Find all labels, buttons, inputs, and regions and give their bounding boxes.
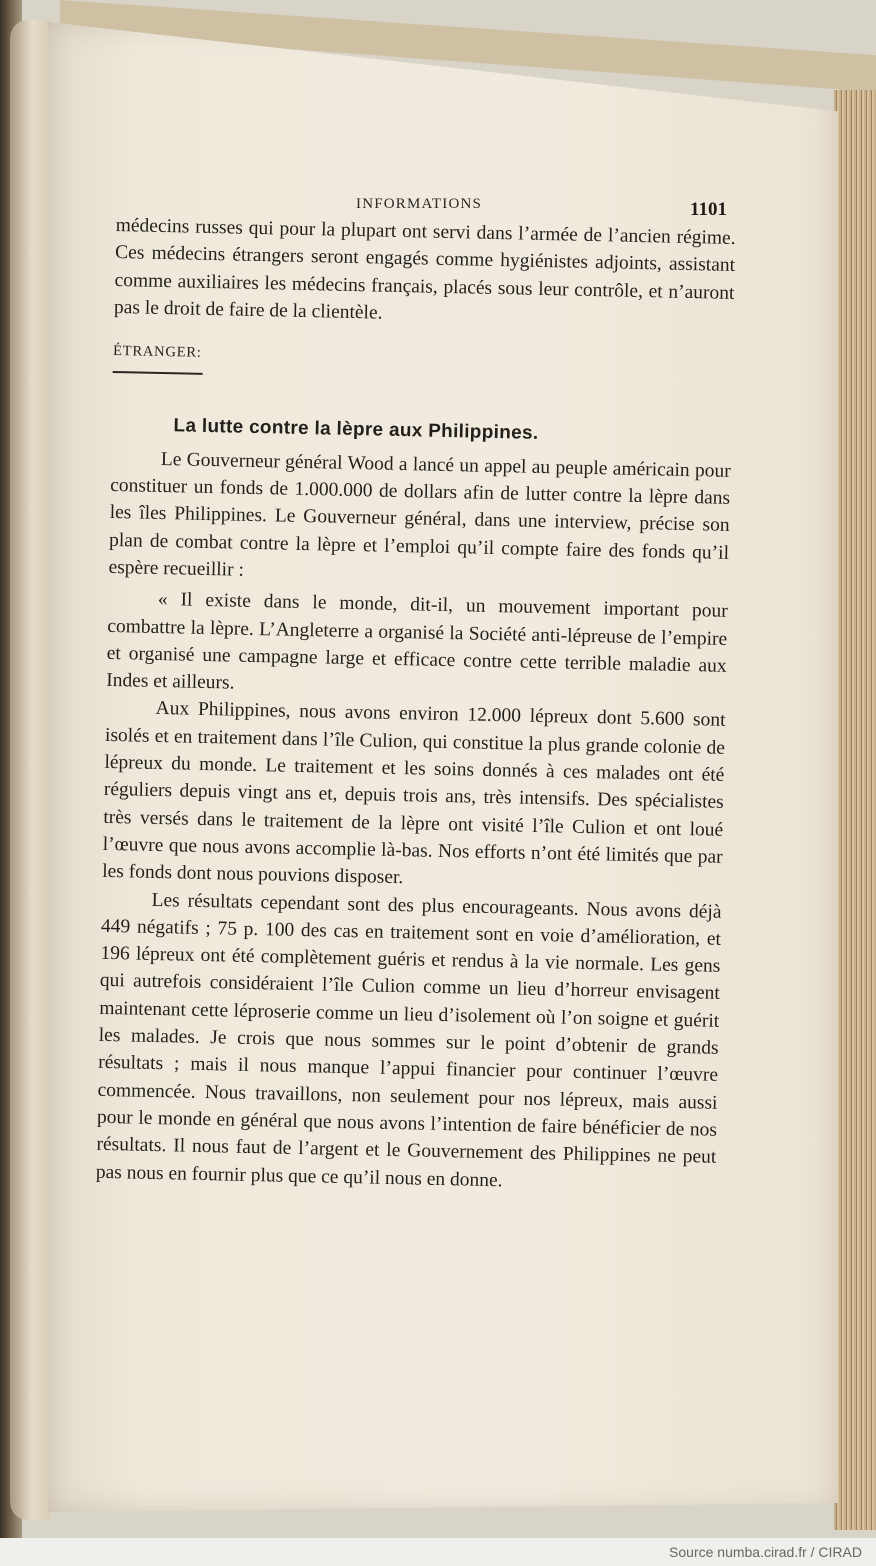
page-stack-edge xyxy=(834,90,876,1530)
article-paragraph: « Il existe dans le monde, dit-il, un mouvement important pour combattre la lèpre. L’Angleterre a organisé la Société anti-lépreuse de l’empire et organisé une campagne large et efficace contre cette terrible maladie aux Indes et ailleurs. xyxy=(105,589,728,694)
running-head-title: INFORMATIONS xyxy=(356,196,483,212)
article-paragraph: Aux Philippines, nous avons environ 12.000 lépreux dont 5.600 sont isolés et en traitement dans l’île Culion, qui constitue la plus grande colonie de lépreux du monde. Le traitement et les soins donnés à ces malades ont été réguliers depuis vingt ans et, depuis trois ans, très intensifs. Des spécialistes très versés dans le traitement de la lèpre ont visité l’île Culion et ont loué l’œuvre que nous avons accomplie là-bas. Nos efforts n’ont été limités que par les fonds dont nous pouvions disposer. xyxy=(101,698,726,889)
page-body xyxy=(96,212,736,1199)
article-paragraph: Les résultats cependant sont des plus encourageants. Nous avons déjà 449 négatifs ; 75 p. 100 des cas en traitement sont en voie d’amélioration, et 196 lépreux ont été complètement guéris et rendus à la vie normale. Les gens qui autrefois considéraient l’île Culion comme un lieu d’horreur envisagent maintenant cette léproserie comme un lieu d’isolement où l’on soigne et guérit les malades. Je crois que nous sommes sur le point d’obtenir de grands résultats ; mais il nous manque l’appui financier pour continuer l’œuvre commencée. Nous travaillons, non seulement pour nos lépreux, mais aussi pour le monde en général que nous avons l’intention de faire bénéficier de nos résultats. Il nous faut de l’argent et le Gouvernement des Philippines ne peut pas nous en fournir plus que ce qu’il nous en donne. xyxy=(95,889,722,1191)
running-head xyxy=(0,0,876,230)
left-page-edge xyxy=(10,20,50,1520)
article-paragraph: Le Gouverneur général Wood a lancé un appel au peuple américain pour constituer un fonds de 1.000.000 de dollars afin de lutter contre la lèpre dans les îles Philippines. Le Gouverneur général, dans une interview, précise son plan de combat contre la lèpre et l’emploi qu’il compte faire des fonds qu’il espère recueillir : xyxy=(108,448,731,581)
continuation-paragraph: médecins russes qui pour la plupart ont servi dans l’armée de l’ancien régime. Ces médecins étrangers seront engagés comme hygiénistes adjoints, assistant comme auxiliaires les médecins français, placés sous leur contrôle, et n’auront pas le droit de faire de la clientèle. xyxy=(113,214,736,324)
section-heading: ÉTRANGER: xyxy=(113,338,204,375)
source-credit: Source numba.cirad.fr / CIRAD xyxy=(669,1544,862,1560)
article-title: La lutte contre la lèpre aux Philippines. xyxy=(173,415,539,445)
page-number: 1101 xyxy=(690,199,727,220)
